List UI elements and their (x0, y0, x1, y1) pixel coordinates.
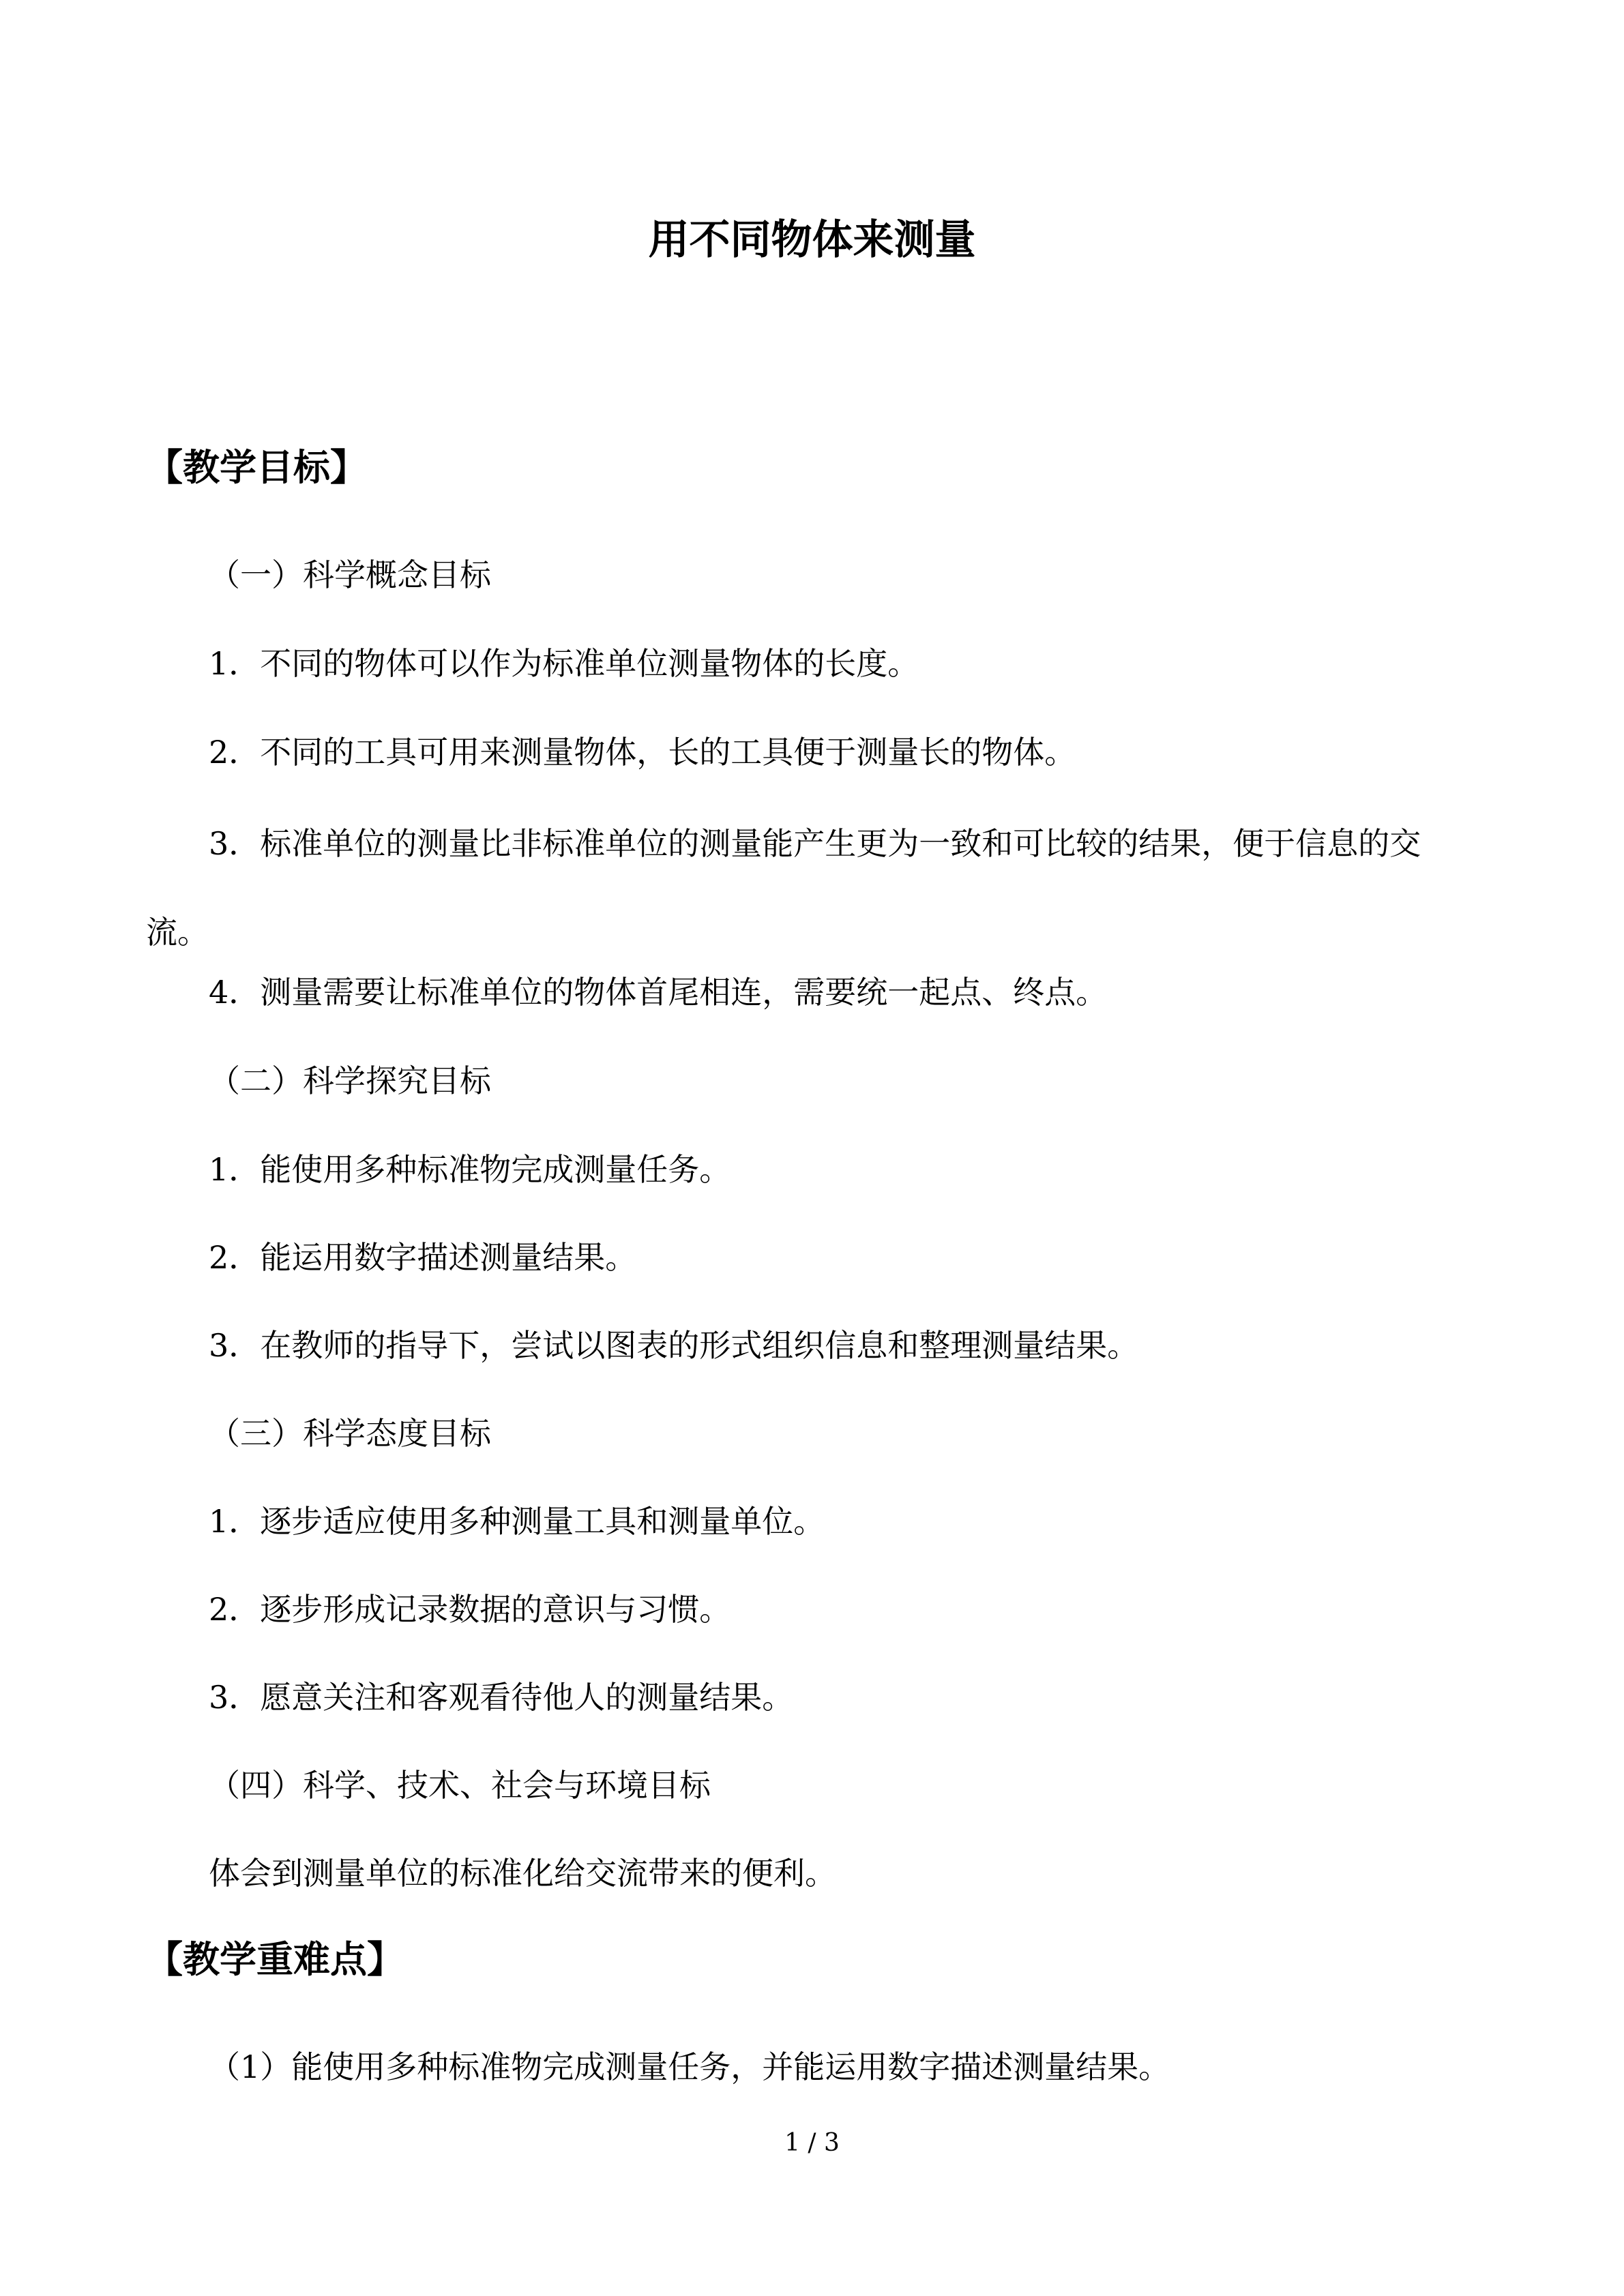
concept-item: 3．标准单位的测量比非标准单位的测量能产生更为一致和可比较的结果，便于信息的交流。 (146, 825, 1421, 951)
attitude-item: 2．逐步形成记录数据的意识与习惯。 (209, 1591, 731, 1628)
subsection-label-stse: （四）科学、技术、社会与环境目标 (209, 1767, 711, 1804)
subsection-label-attitude: （三）科学态度目标 (209, 1415, 491, 1452)
inquiry-item: 3．在教师的指导下，尝试以图表的形式组织信息和整理测量结果。 (209, 1327, 1139, 1364)
stse-text: 体会到测量单位的标准化给交流带来的便利。 (209, 1855, 836, 1892)
concept-item: 2．不同的工具可用来测量物体，长的工具便于测量长的物体。 (209, 734, 1076, 771)
concept-item: 4．测量需要让标准单位的物体首尾相连，需要统一起点、终点。 (209, 974, 1108, 1011)
concept-item: 1．不同的物体可以作为标准单位测量物体的长度。 (209, 645, 919, 682)
section-heading-key-points: 【教学重难点】 (146, 1938, 404, 1981)
section-heading-objectives: 【教学目标】 (146, 446, 367, 489)
document-title: 用不同物体来测量 (648, 216, 976, 264)
attitude-item: 1．逐步适应使用多种测量工具和测量单位。 (209, 1503, 825, 1540)
page-indicator: 1 / 3 (784, 2129, 840, 2157)
subsection-label-concept: （一）科学概念目标 (209, 556, 491, 593)
inquiry-item: 2．能运用数字描述测量结果。 (209, 1239, 637, 1276)
inquiry-item: 1．能使用多种标准物完成测量任务。 (209, 1151, 731, 1188)
attitude-item: 3．愿意关注和客观看待他人的测量结果。 (209, 1679, 794, 1716)
subsection-label-inquiry: （二）科学探究目标 (209, 1062, 491, 1099)
key-point-item: （1）能使用多种标准物完成测量任务，并能运用数字描述测量结果。 (209, 2048, 1170, 2085)
